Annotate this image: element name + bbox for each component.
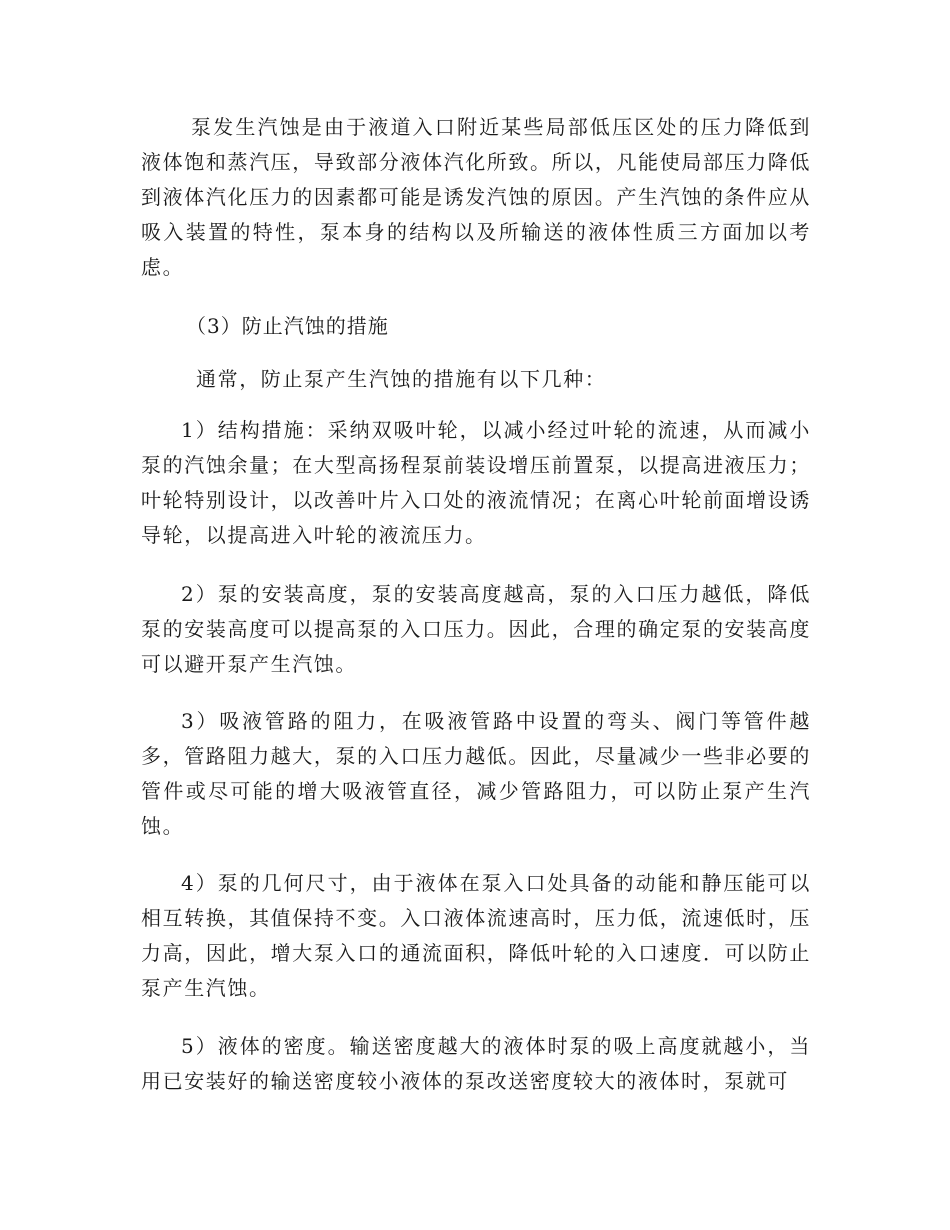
paragraph-measure-5: 5）液体的密度。输送密度越大的液体时泵的吸上高度就越小，当用已安装好的输送密度较小液体的泵改送密度较大的液体时，泵就可 [141, 1034, 811, 1093]
paragraph-measure-3: 3）吸液管路的阻力，在吸液管路中设置的弯头、阀门等管件越多，管路阻力越大，泵的入口压力越低。因此，尽量减少一些非必要的管件或尽可能的增大吸液管直径，减少管路阻力，可以防止泵产生汽蚀。 [141, 709, 811, 838]
paragraph-measure-4: 4）泵的几何尺寸，由于液体在泵入口处具备的动能和静压能可以相互转换，其值保持不变。入口液体流速高时，压力低，流速低时，压力高，因此，增大泵入口的通流面积，降低叶轮的入口速度．可以防止泵产生汽蚀。 [141, 871, 811, 1000]
section-heading-prevention: （3）防止汽蚀的措施 [186, 314, 389, 338]
paragraph-cavitation-cause: 泵发生汽蚀是由于液道入口附近某些局部低压区处的压力降低到液体饱和蒸汽压，导致部分液体汽化所致。所以，凡能使局部压力降低到液体汽化压力的因素都可能是诱发汽蚀的原因。产生汽蚀的条件应从吸入装置的特性，泵本身的结构以及所输送的液体性质三方面加以考虑。 [141, 115, 811, 279]
paragraph-measure-2: 2）泵的安装高度，泵的安装高度越高，泵的入口压力越低，降低泵的安装高度可以提高泵的入口压力。因此，合理的确定泵的安装高度可以避开泵产生汽蚀。 [141, 582, 811, 676]
paragraph-intro-measures: 通常，防止泵产生汽蚀的措施有以下几种： [196, 367, 607, 391]
paragraph-measure-1: 1）结构措施：采纳双吸叶轮，以减小经过叶轮的流速，从而减小泵的汽蚀余量；在大型高扬程泵前装设增压前置泵，以提高进液压力；叶轮特别设计，以改善叶片入口处的液流情况；在离心叶轮前面增设诱导轮，以提高进入叶轮的液流压力。 [141, 418, 811, 547]
